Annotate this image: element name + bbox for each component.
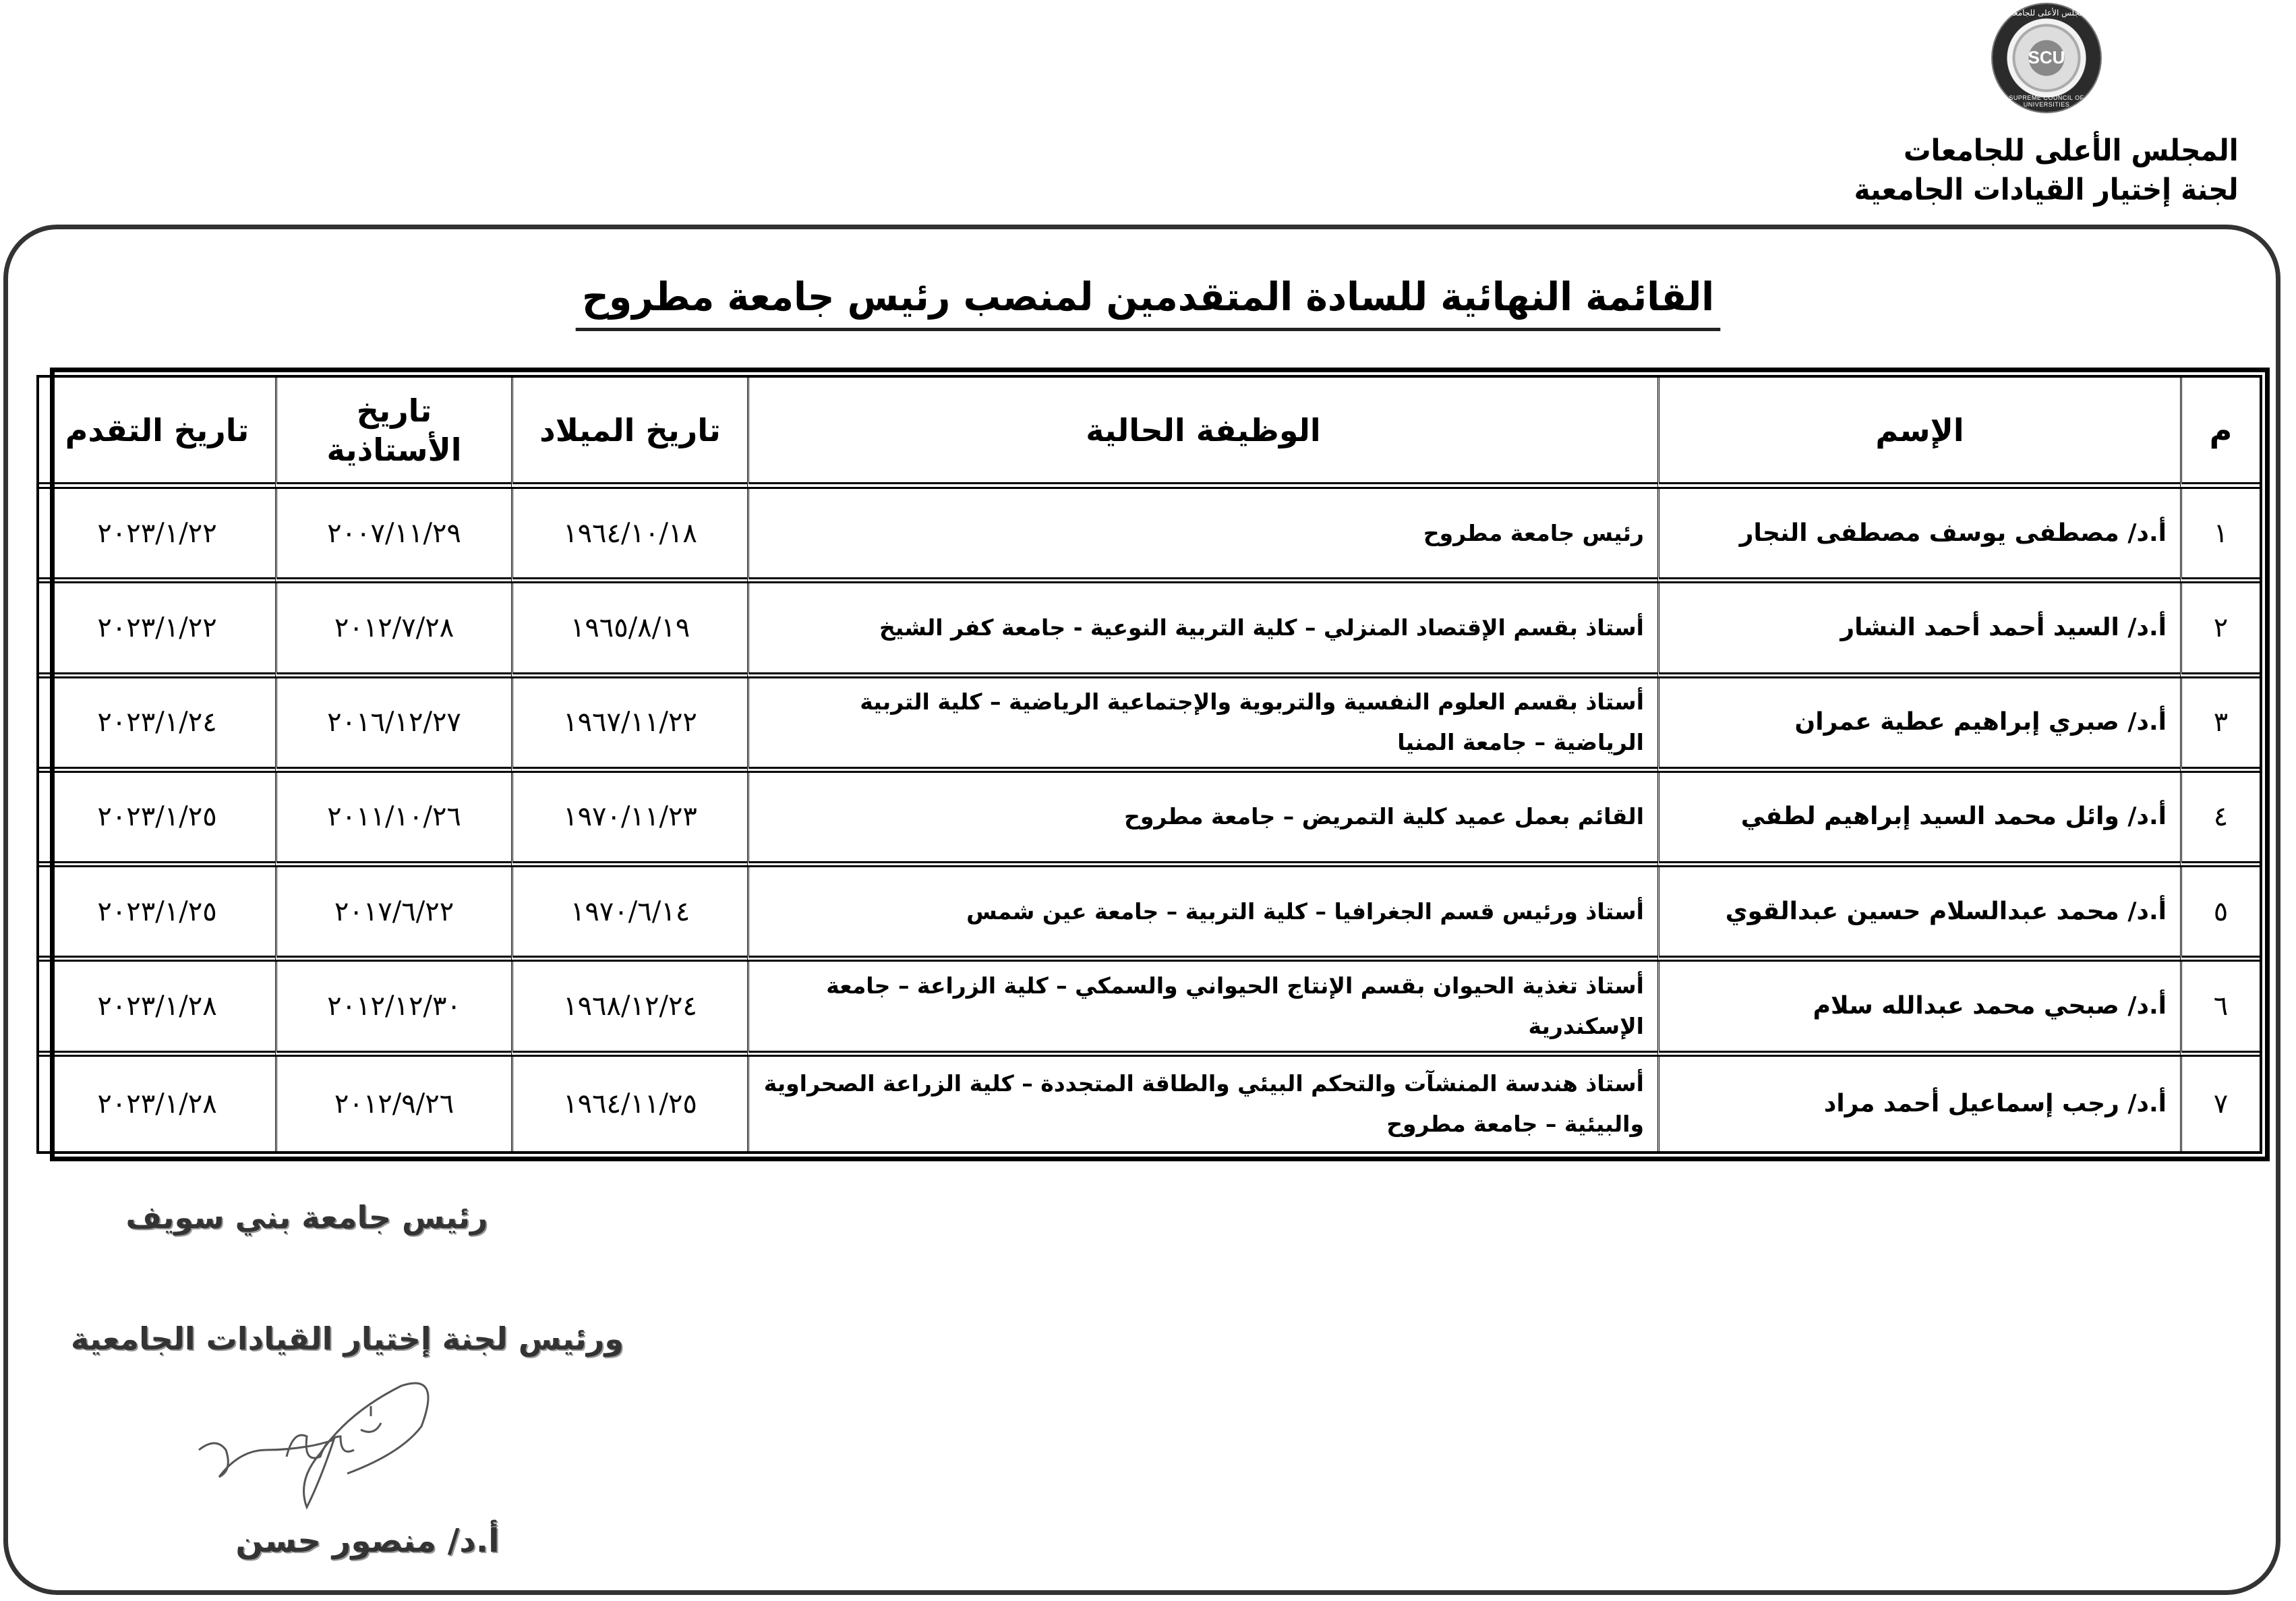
cell-professor-date — [275, 489, 511, 583]
document-title: القائمة النهائية للسادة المتقدمين لمنصب رئيس جامعة مطروح — [575, 270, 1720, 331]
table-row — [39, 678, 2260, 773]
cell-job: أستاذ بقسم العلوم النفسية والتربوية والإجتماعية الرياضية – كلية التربية الرياضية – جامعة المنيا — [747, 678, 1657, 773]
cell-professor-date — [275, 773, 511, 867]
birth-date-value: ١٩٦٨/١٢/٢٤ — [563, 991, 697, 1022]
professor-date-value: ٢٠١١/١٠/٢٦ — [327, 801, 461, 833]
cell-num: ٣ — [2180, 678, 2260, 773]
candidates-table — [36, 375, 2262, 1154]
table-row — [39, 867, 2260, 962]
cell-num: ٤ — [2180, 773, 2260, 867]
cell-apply-date — [39, 962, 275, 1056]
professor-date-value: ٢٠١٦/١٢/٢٧ — [327, 707, 461, 738]
birth-date-value: ١٩٧٠/١١/٢٣ — [563, 801, 697, 833]
cell-name: أ.د/ صبري إبراهيم عطية عمران — [1657, 678, 2180, 773]
apply-date-value: ٢٠٢٣/١/٢٢ — [97, 517, 217, 549]
cell-name: أ.د/ مصطفى يوسف مصطفى النجار — [1657, 489, 2180, 583]
cell-job: أستاذ هندسة المنشآت والتحكم البيئي والطاقة المتجددة – كلية الزراعة الصحراوية والبيئية – جامعة مطروح — [747, 1057, 1657, 1151]
signatory-title-2: ورئيس لجنة إختيار القيادات الجامعية — [71, 1320, 624, 1357]
org-line-1: المجلس الأعلى للجامعات — [1904, 134, 2239, 168]
cell-job: أستاذ تغذية الحيوان بقسم الإنتاج الحيواني والسمكي – كلية الزراعة – جامعة الإسكندرية — [747, 962, 1657, 1056]
cell-birth-date — [511, 678, 747, 773]
cell-job: القائم بعمل عميد كلية التمريض – جامعة مطروح — [747, 773, 1657, 867]
birth-date-value: ١٩٧٠/٦/١٤ — [570, 896, 690, 927]
cell-name: أ.د/ رجب إسماعيل أحمد مراد — [1657, 1057, 2180, 1151]
cell-num: ٧ — [2180, 1057, 2260, 1151]
apply-date-value: ٢٠٢٣/١/٢٥ — [97, 801, 217, 833]
cell-birth-date — [511, 867, 747, 962]
table-row — [39, 773, 2260, 867]
scu-logo — [1993, 4, 2100, 112]
professor-date-value: ٢٠١٢/١٢/٣٠ — [327, 991, 461, 1022]
logo-ring-text-ar: المجلس الأعلى للجامعات — [2003, 8, 2090, 18]
handwritten-signature-icon — [185, 1362, 496, 1517]
cell-apply-date — [39, 678, 275, 773]
cell-birth-date — [511, 962, 747, 1056]
table-row — [39, 489, 2260, 583]
cell-birth-date — [511, 773, 747, 867]
apply-date-value: ٢٠٢٣/١/٢٢ — [97, 612, 217, 643]
organization-header — [1821, 132, 2239, 210]
table-row — [39, 962, 2260, 1056]
professor-date-value: ٢٠١٢/٧/٢٨ — [334, 612, 454, 643]
cell-job: أستاذ ورئيس قسم الجغرافيا – كلية التربية – جامعة عين شمس — [747, 867, 1657, 962]
table-row — [39, 583, 2260, 678]
apply-date-value: ٢٠٢٣/١/٢٨ — [97, 991, 217, 1022]
cell-name: أ.د/ السيد أحمد أحمد النشار — [1657, 583, 2180, 678]
logo-abbr: SCU — [2028, 47, 2065, 67]
cell-apply-date — [39, 583, 275, 678]
cell-name: أ.د/ وائل محمد السيد إبراهيم لطفي — [1657, 773, 2180, 867]
cell-apply-date — [39, 773, 275, 867]
cell-professor-date — [275, 867, 511, 962]
cell-apply-date — [39, 1057, 275, 1151]
cell-professor-date — [275, 962, 511, 1056]
cell-birth-date — [511, 489, 747, 583]
professor-date-value: ٢٠١٧/٦/٢٢ — [334, 896, 454, 927]
cell-apply-date — [39, 489, 275, 583]
cell-num: ١ — [2180, 489, 2260, 583]
cell-name: أ.د/ محمد عبدالسلام حسين عبدالقوي — [1657, 867, 2180, 962]
cell-job: رئيس جامعة مطروح — [747, 489, 1657, 583]
signature-icon — [64, 1362, 630, 1517]
birth-date-value: ١٩٦٤/١٠/١٨ — [563, 517, 697, 549]
birth-date-value: ١٩٦٥/٨/١٩ — [570, 612, 690, 643]
cell-birth-date — [511, 1057, 747, 1151]
cell-professor-date — [275, 678, 511, 773]
cell-num: ٢ — [2180, 583, 2260, 678]
org-line-2: لجنة إختيار القيادات الجامعية — [1854, 173, 2239, 207]
apply-date-value: ٢٠٢٣/١/٢٤ — [97, 707, 217, 738]
cell-job: أستاذ بقسم الإقتصاد المنزلي – كلية التربية النوعية - جامعة كفر الشيخ — [747, 583, 1657, 678]
col-header-name: الإسم — [1657, 378, 2180, 489]
cell-professor-date — [275, 583, 511, 678]
apply-date-value: ٢٠٢٣/١/٢٨ — [97, 1088, 217, 1119]
signatory-name: أ.د/ منصور حسن — [235, 1522, 500, 1560]
col-header-professor-date: تاريخ الأستاذية — [275, 378, 511, 489]
cell-name: أ.د/ صبحي محمد عبدالله سلام — [1657, 962, 2180, 1056]
table-row — [39, 1057, 2260, 1151]
col-header-num: م — [2180, 378, 2260, 489]
cell-professor-date — [275, 1057, 511, 1151]
logo-ring-text-en: SUPREME COUNCIL OF UNIVERSITIES — [2009, 94, 2084, 108]
birth-date-value: ١٩٦٤/١١/٢٥ — [563, 1088, 697, 1119]
birth-date-value: ١٩٦٧/١١/٢٢ — [563, 707, 697, 738]
cell-apply-date — [39, 867, 275, 962]
professor-date-value: ٢٠٠٧/١١/٢٩ — [327, 517, 461, 549]
signature-block — [64, 1194, 630, 1565]
document-title-wrap — [0, 270, 2296, 331]
table-header-row — [39, 378, 2260, 489]
professor-date-value: ٢٠١٢/٩/٢٦ — [334, 1088, 454, 1119]
col-header-job: الوظيفة الحالية — [747, 378, 1657, 489]
cell-num: ٥ — [2180, 867, 2260, 962]
cell-birth-date — [511, 583, 747, 678]
col-header-apply-date: تاريخ التقدم — [39, 378, 275, 489]
candidates-table-frame — [50, 368, 2270, 1161]
signatory-title-1: رئيس جامعة بني سويف — [125, 1199, 488, 1235]
apply-date-value: ٢٠٢٣/١/٢٥ — [97, 896, 217, 927]
col-header-birth-date: تاريخ الميلاد — [511, 378, 747, 489]
cell-num: ٦ — [2180, 962, 2260, 1056]
